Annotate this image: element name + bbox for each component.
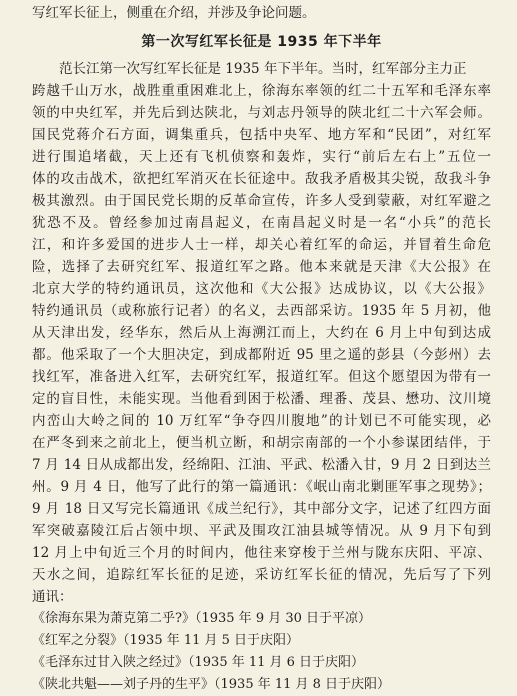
list-item: 《陕北共魁——刘子丹的生平》（1935 年 11 月 8 日于庆阳） [32, 677, 391, 692]
paragraph-line: 进行围追堵截，天上还有飞机侦察和轰炸，实行“前后左右上”五位一 [32, 149, 491, 165]
paragraph-line: 跨越千山万水，战胜重重困难北上，徐海东率领的红二十五军和毛泽东率 [32, 83, 491, 99]
paragraph-line: 国民党蒋介石方面，调集重兵，包括中央军、地方军和“民团”，对红军 [32, 127, 491, 143]
paragraph-line: 军突破嘉陵江后占领中坝、平武及围攻江油县城等情况。从 9 月下旬到 [32, 523, 491, 539]
paragraph-line: 特约通讯员（或称旅行记者）的名义，去西部采访。1935 年 5 月初，他 [32, 303, 491, 319]
paragraph-line: 在严冬到来之前北上，便当机立断，和胡宗南部的一个小参谋团结伴，于 [32, 435, 491, 451]
paragraph-line: 州。9 月 4 日，他写了此行的第一篇通讯：《岷山南北剿匪军事之现势》； [32, 479, 491, 495]
list-item: 《毛泽东过甘入陕之经过》（1935 年 11 月 6 日于庆阳） [32, 655, 365, 670]
intro-line: 写红军长征上，侧重在介绍，并涉及争论问题。 [32, 5, 316, 21]
paragraph-line: 通讯： [32, 589, 73, 605]
body-paragraph [32, 58, 491, 608]
paragraph-line: 都。他采取了一个大胆决定，到成都附近 95 里之遥的彭县（今彭州）去 [32, 347, 491, 363]
article-list [32, 608, 491, 696]
paragraph-line: 天水之间，追踪红军长征的足迹，采访红军长征的情况，先后写了下列 [32, 567, 491, 583]
paragraph-line: 极其激烈。由于国民党长期的反革命宣传，许多人受到蒙蔽，对红军避之 [32, 193, 491, 209]
paragraph-line: 犹恐不及。曾经参加过南昌起义，在南昌起义时是一名“小兵”的范长 [32, 215, 491, 231]
paragraph-line: 定的盲目性，未能实现。当他看到困于松潘、理番、茂县、懋功、汶川境 [32, 391, 491, 407]
paragraph-line: 找红军，准备进入红军，去研究红军，报道红军。但这个愿望因为带有一 [32, 369, 491, 385]
paragraph-line: 7 月 14 日从成都出发，经绵阳、江油、平武、松潘入甘，9 月 2 日到达兰 [32, 457, 491, 473]
paragraph-line: 领的中央红军，并先后到达陕北，与刘志丹领导的陕北红二十六军会师。 [32, 105, 491, 121]
paragraph-line: 险，选择了去研究红军、报道红军之路。他本来就是天津《大公报》在 [32, 259, 491, 275]
paragraph-line: 范长江第一次写红军长征是 1935 年下半年。当时，红军部分主力正 [32, 61, 467, 77]
list-item: 《徐海东果为萧克第二乎?》（1935 年 9 月 30 日于平凉） [32, 611, 372, 626]
list-item: 《红军之分裂》（1935 年 11 月 5 日于庆阳） [32, 633, 300, 648]
paragraph-line: 江，和许多爱国的进步人士一样，却关心着红军的命运，并冒着生命危 [32, 237, 491, 253]
paragraph-line: 12 月上中旬近三个月的时间内，他往来穿梭于兰州与陇东庆阳、平凉、 [32, 545, 491, 561]
section-title: 第一次写红军长征是 1935 年下半年 [141, 34, 382, 50]
paragraph-line: 9 月 18 日又写完长篇通讯《成兰纪行》，其中部分文字，记述了红四方面 [32, 501, 491, 517]
paragraph-line: 内峦山大岭之间的 10 万红军“争夺四川腹地”的计划已不可能实现，必 [32, 413, 491, 429]
paragraph-line: 体的攻击战术，欲把红军消灭在长征途中。敌我矛盾极其尖锐，敌我斗争 [32, 171, 491, 187]
paragraph-line: 从天津出发，经华东，然后从上海溯江而上，大约在 6 月上中旬到达成 [32, 325, 491, 341]
paragraph-line: 北京大学的特约通讯员，这次他和《大公报》达成协议，以《大公报》 [32, 281, 491, 297]
